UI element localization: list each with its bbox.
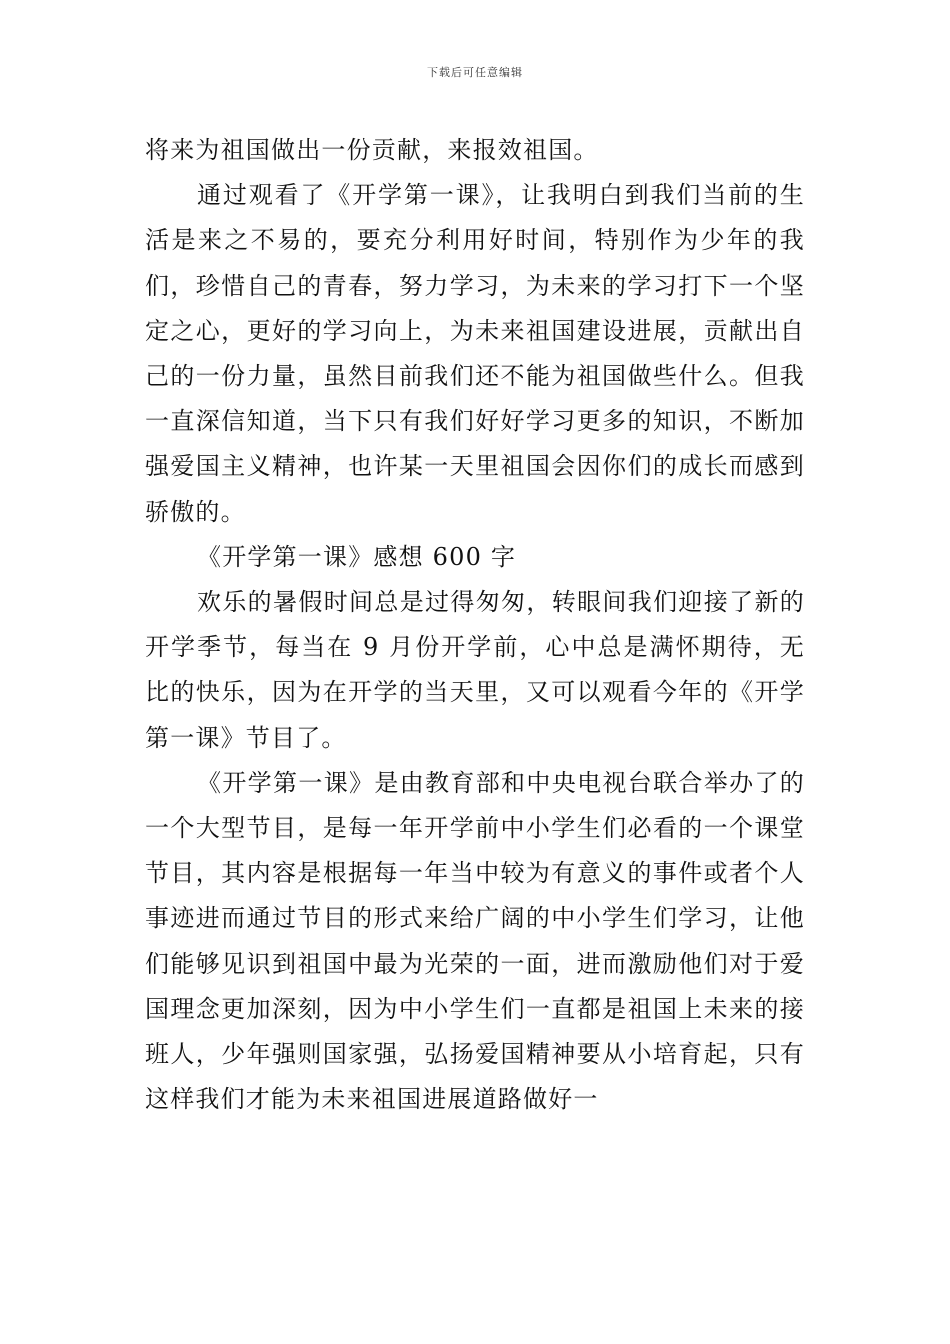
paragraph-3: 欢乐的暑假时间总是过得匆匆，转眼间我们迎接了新的开学季节，每当在 9 月份开学前，心中总是满怀期待，无比的快乐，因为在开学的当天里，又可以观看今年的《开学第一课》节目了。 bbox=[145, 588, 805, 752]
page-header-note: 下载后可任意编辑 bbox=[427, 66, 523, 79]
paragraph-2: 通过观看了《开学第一课》，让我明白到我们当前的生活是来之不易的，要充分利用好时间，特别作为少年的我们，珍惜自己的青春，努力学习，为未来的学习打下一个坚定之心，更好的学习向上，为未来祖国建设进展，贡献出自己的一份力量，虽然目前我们还不能为祖国做些什么。但我一直深信知道，当下只有我们好好学习更多的知识，不断加强爱国主义精神，也许某一天里祖国会因你们的成长而感到骄傲的。 bbox=[145, 181, 805, 526]
document-body bbox=[145, 128, 805, 1122]
section-heading: 《开学第一课》感想 600 字 bbox=[197, 542, 517, 571]
paragraph-4: 《开学第一课》是由教育部和中央电视台联合举办了的一个大型节目，是每一年开学前中小学生们必看的一个课堂节目，其内容是根据每一年当中较为有意义的事件或者个人事迹进而通过节目的形式来给广阔的中小学生们学习，让他们能够见识到祖国中最为光荣的一面，进而激励他们对于爱国理念更加深刻，因为中小学生们一直都是祖国上未来的接班人，少年强则国家强，弘扬爱国精神要从小培育起，只有这样我们才能为未来祖国进展道路做好一 bbox=[145, 768, 805, 1114]
paragraph-1: 将来为祖国做出一份贡献，来报效祖国。 bbox=[145, 136, 599, 164]
